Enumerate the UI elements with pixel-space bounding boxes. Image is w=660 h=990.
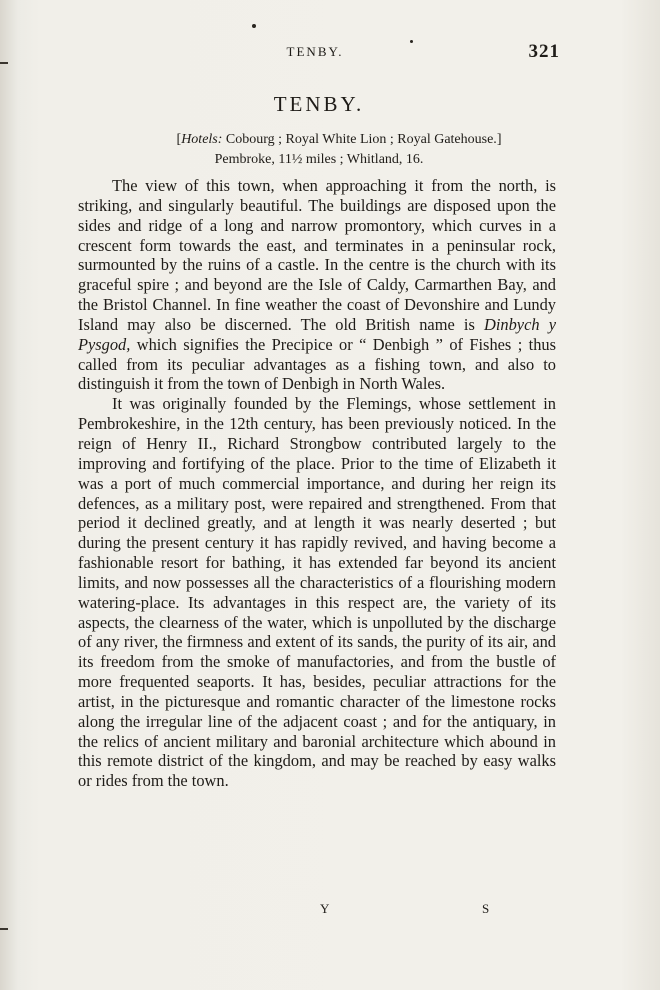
hotels-label: Hotels:	[181, 132, 223, 147]
paragraph: It was originally founded by the Flemings, whose settlement in Pembrokeshire, in the 12th century, has been previously noticed. In the reign of Henry II., Richard Strongbow contributed largely to the improving and fortifying of the place. Prior to the time of Elizabeth it was a port of much commercial importance, and during her reign its defences, as a military post, were repaired and strengthened. From that period it declined greatly, and at length it was nearly deserted ; but during the present century it has rapidly revived, and having become a fashionable resort for bathing, it has extended far beyond its ancient limits, and now possesses all the characteristics of a flourishing modern watering-place. Its advantages in this respect are, the variety of its aspects, the clearness of the water, which is unpolluted by the discharge of any river, the firmness and extent of its sands, the purity of its air, and its freedom from the smoke of manufactories, and from the bustle of more frequented seaports. It has, besides, peculiar attractions for the artist, in the picturesque and romantic character of the limestone rocks along the irregular line of the adjacent coast ; and for the antiquary, in the relics of ancient military and baronial architecture which abound in this remote district of the kingdom, and may be reached by easy walks or rides from the town.	[78, 394, 556, 791]
paragraph-text: which signifies the Precipice or “ Denbigh ” of Fishes ; thus called from its peculiar advantages as a fishing town, and also to distinguish it from the town of Denbigh in North Wales.	[78, 334, 556, 394]
ink-speck	[252, 24, 256, 28]
signature-mark-left: Y	[320, 901, 330, 916]
ink-speck	[410, 40, 413, 43]
gutter-mark	[0, 62, 8, 64]
body-text	[78, 176, 556, 791]
paragraph-text: The view of this town, when approaching it from the north, is striking, and singularly beautiful. The buildings are disposed upon the sides and ridge of a long and narrow promontory, which curves in a crescent form towards the east, and terminates in a peninsular rock, surmounted by the ruins of a castle. In the centre is the church with its graceful spire ; and beyond are the Isle of Caldy, Carmarthen Bay, and the Bristol Channel. In fine weather the coast of Devonshire and Lundy Island may also be discerned. The old British name is	[78, 176, 556, 334]
running-head: TENBY.	[286, 44, 344, 59]
page-number: 321	[528, 41, 560, 62]
paragraph	[78, 176, 556, 394]
hotels-line: [Hotels: Cobourg ; Royal White Lion ; Royal Gatehouse.]	[176, 132, 502, 147]
hotels-block	[78, 130, 560, 170]
welsh-name: Dinbych y Pysgod,	[78, 314, 556, 354]
distances-line: Pembroke, 11½ miles ; Whitland, 16.	[214, 152, 424, 167]
gutter-mark	[0, 928, 8, 930]
signature-mark-right: S	[482, 901, 490, 916]
hotels-list: Cobourg ; Royal White Lion ; Royal Gatehouse.	[222, 132, 497, 147]
section-title: TENBY.	[273, 92, 365, 116]
